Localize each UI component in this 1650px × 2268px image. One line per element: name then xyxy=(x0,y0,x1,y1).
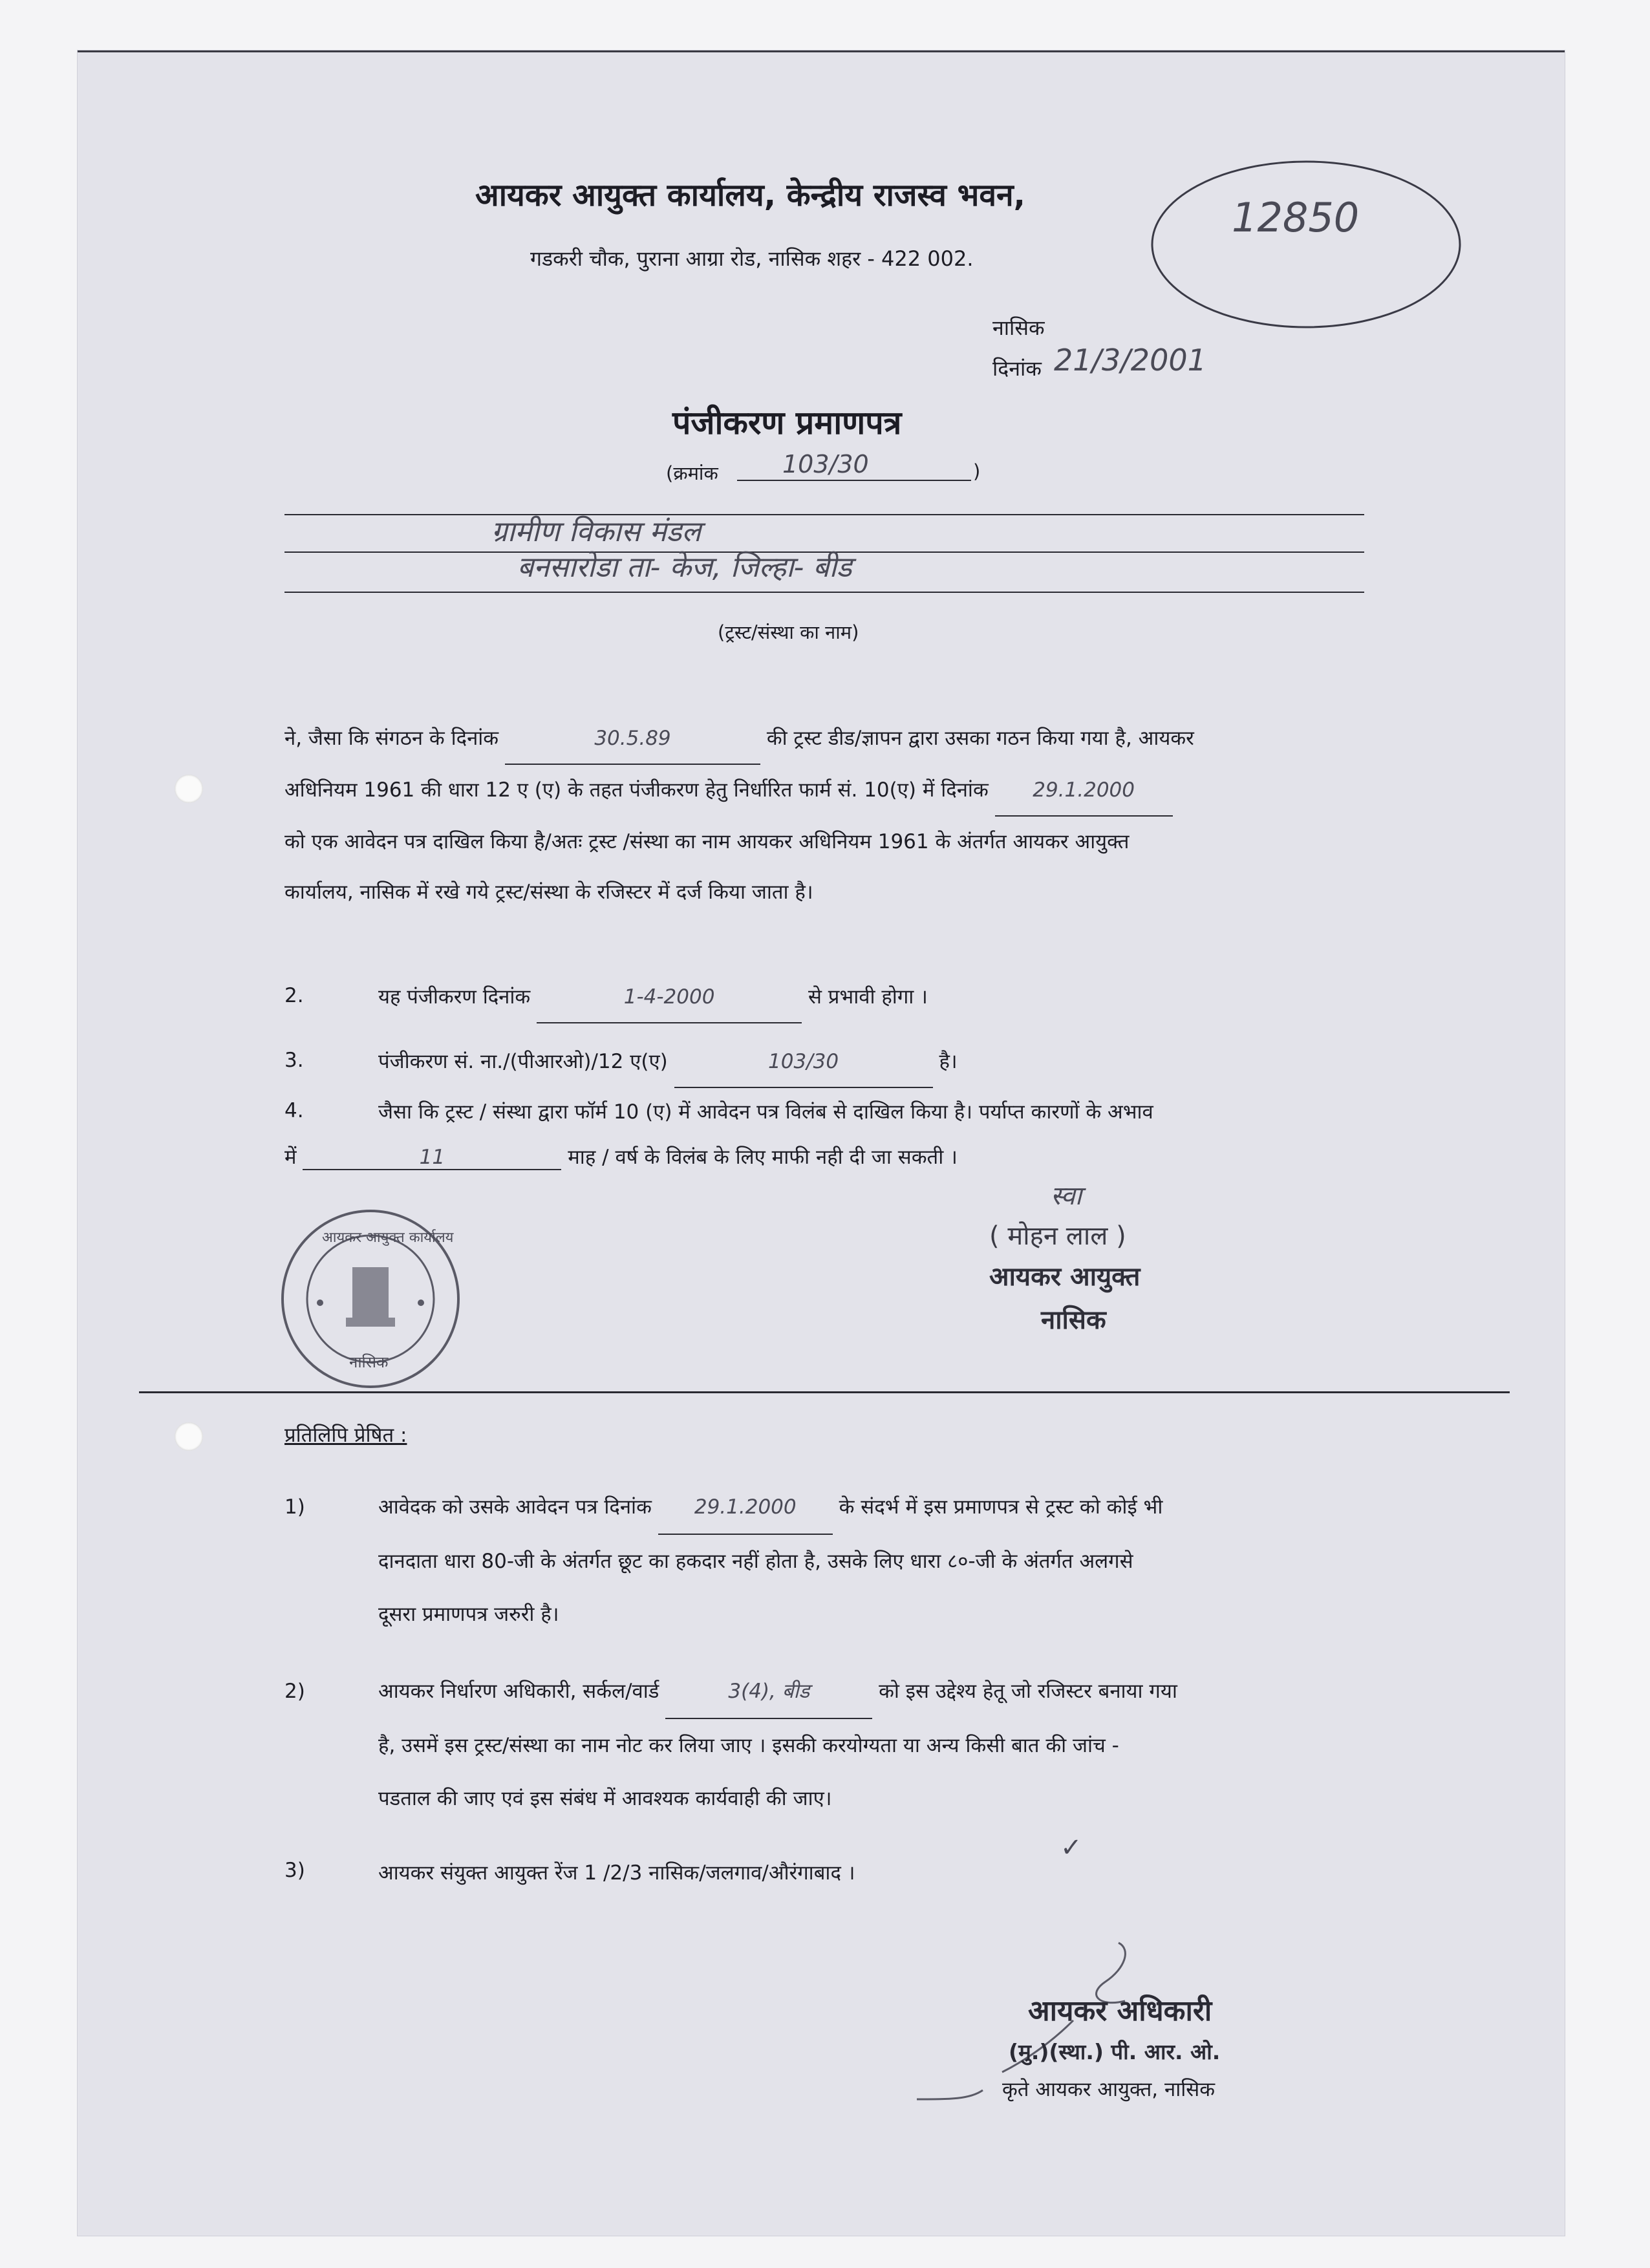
number-label: (क्रमांक xyxy=(666,462,718,484)
registration-paragraph xyxy=(284,713,1364,917)
place-label: नासिक xyxy=(992,316,1045,340)
copy-2-text-d: पडताल की जाए एवं इस संबंध में आवश्यक कार्यवाही की जाए। xyxy=(378,1787,832,1810)
point-3 xyxy=(378,1036,1364,1088)
punch-hole-lower xyxy=(175,1422,203,1451)
issue-date: 21/3/2001 xyxy=(1054,343,1206,378)
officer-unit: (मु.)(स्था.) पी. आर. ओ. xyxy=(1009,2039,1221,2064)
point-3-text: पंजीकरण सं. ना./(पीआरओ)/12 ए(ए) xyxy=(378,1050,668,1073)
copy-1-text-d: दूसरा प्रमाणपत्र जरुरी है। xyxy=(378,1603,559,1626)
copy-2-text-c: है, उसमें इस ट्रस्ट/संस्था का नाम नोट कर लिया जाए । इसकी करयोग्यता या अन्य किसी बात की जांच - xyxy=(378,1734,1119,1757)
commissioner-designation: आयकर आयुक्त xyxy=(989,1262,1141,1292)
date-label: दिनांक xyxy=(992,356,1042,381)
application-date: 29.1.2000 xyxy=(995,765,1173,817)
copy-1-text-c: दानदाता धारा 80-जी के अंतर्गत छूट का हकदार नहीं होता है, उसके लिए धारा ८०-जी के अंतर्गत अलगसे xyxy=(378,1550,1133,1573)
check-mark-icon: ✓ xyxy=(1060,1833,1082,1863)
point-4-line2 xyxy=(284,1143,958,1170)
copy-2-text-b: को इस उद्देश्य हेतू जो रजिस्टर बनाया गया xyxy=(879,1680,1177,1703)
copy-2-text-a: आयकर निर्धारण अधिकारी, सर्कल/वार्ड xyxy=(378,1680,659,1703)
punch-hole-upper xyxy=(175,775,203,803)
office-heading: आयकर आयुक्त कार्यालय, केन्द्रीय राजस्व भवन, xyxy=(475,177,1025,213)
copy-1-number: 1) xyxy=(284,1495,305,1519)
delay-months: 11 xyxy=(303,1146,561,1170)
trust-caption: (ट्रस्ट/संस्था का नाम) xyxy=(718,621,859,643)
point-4-text: जैसा कि ट्रस्ट / संस्था द्वारा फॉर्म 10 (ए) में आवेदन पत्र विलंब से दाखिल किया है। पर्याप्त कारणों के अभाव xyxy=(378,1100,1153,1124)
ward-number: 3(4), बीड xyxy=(665,1665,872,1719)
trust-address: बनसारोडा ता- केज, जिल्हा- बीड xyxy=(517,551,852,584)
para-text-b: की ट्रस्ट डीड/ज्ञापन द्वारा उसका गठन किया गया है, आयकर xyxy=(766,727,1194,750)
copy-1-text-b: के संदर्भ में इस प्रमाणपत्र से ट्रस्ट को कोई भी xyxy=(839,1495,1163,1519)
commissioner-place: नासिक xyxy=(1041,1305,1106,1335)
annotation-number: 12850 xyxy=(1232,194,1360,241)
copy-3-number: 3) xyxy=(284,1859,305,1882)
point-4 xyxy=(378,1087,1364,1137)
copy-item-1 xyxy=(378,1481,1364,1641)
para-text-d: को एक आवेदन पत्र दाखिल किया है/अतः ट्रस्ट /संस्था का नाम आयकर अधिनियम 1961 के अंतर्गत आयकर आयुक्त xyxy=(284,830,1130,853)
seal-text-top: आयकर आयुक्त कार्यालय xyxy=(322,1230,454,1246)
seal-text-bottom: नासिक xyxy=(349,1353,389,1371)
para-text-c: अधिनियम 1961 की धारा 12 ए (ए) के तहत पंजीकरण हेतु निर्धारित फार्म सं. 10(ए) में दिनांक xyxy=(284,778,989,802)
copy-item-2 xyxy=(378,1665,1364,1825)
office-address: गडकरी चौक, पुराना आग्रा रोड, नासिक शहर - 422 002. xyxy=(530,246,974,271)
copy-1-text-a: आवेदक को उसके आवेदन पत्र दिनांक xyxy=(378,1495,652,1519)
deed-date: 30.5.89 xyxy=(505,713,760,765)
trust-line-1 xyxy=(284,514,1364,515)
point-2-text: यह पंजीकरण दिनांक xyxy=(378,985,531,1009)
trust-name: ग्रामीण विकास मंडल xyxy=(491,515,702,548)
copy-2-number: 2) xyxy=(284,1680,305,1703)
point-2 xyxy=(378,972,1364,1023)
section-divider xyxy=(139,1391,1510,1393)
point-4-prefix: में xyxy=(284,1146,297,1169)
number-close: ) xyxy=(973,460,981,482)
point-3-tail: है। xyxy=(939,1050,958,1073)
certificate-number: 103/30 xyxy=(782,450,869,478)
point-4-tail: माह / वर्ष के विलंब के लिए माफी नही दी जा सकती । xyxy=(568,1146,958,1169)
officer-title: आयकर अधिकारी xyxy=(1028,1995,1212,2027)
point-2-tail: से प्रभावी होगा । xyxy=(808,985,928,1009)
copy-heading: प्रतिलिपि प्रेषित : xyxy=(284,1424,407,1447)
para-text-a: ने, जैसा कि संगठन के दिनांक xyxy=(284,727,499,750)
trust-line-3 xyxy=(284,592,1364,593)
top-edge xyxy=(78,50,1565,52)
signature-initial: स्वा xyxy=(1051,1181,1082,1211)
copy-3-text: आयकर संयुक्त आयुक्त रेंज 1 /2/3 नासिक/जलगाव/औरंगाबाद । xyxy=(378,1861,855,1885)
commissioner-name: ( मोहन लाल ) xyxy=(989,1221,1126,1251)
circled-annotation xyxy=(1144,149,1481,343)
point-3-number: 3. xyxy=(284,1049,304,1072)
para-text-e: कार्यालय, नासिक में रखे गये ट्रस्ट/संस्था के रजिस्टर में दर्ज किया जाता है। xyxy=(284,881,813,904)
effective-date: 1-4-2000 xyxy=(537,972,802,1023)
copy-application-date: 29.1.2000 xyxy=(658,1481,833,1535)
point-2-number: 2. xyxy=(284,984,304,1007)
registration-number: 103/30 xyxy=(674,1036,933,1088)
certificate-title: पंजीकरण प्रमाणपत्र xyxy=(672,404,902,442)
officer-for: कृते आयकर आयुक्त, नासिक xyxy=(1002,2078,1216,2101)
point-4-number: 4. xyxy=(284,1099,304,1122)
